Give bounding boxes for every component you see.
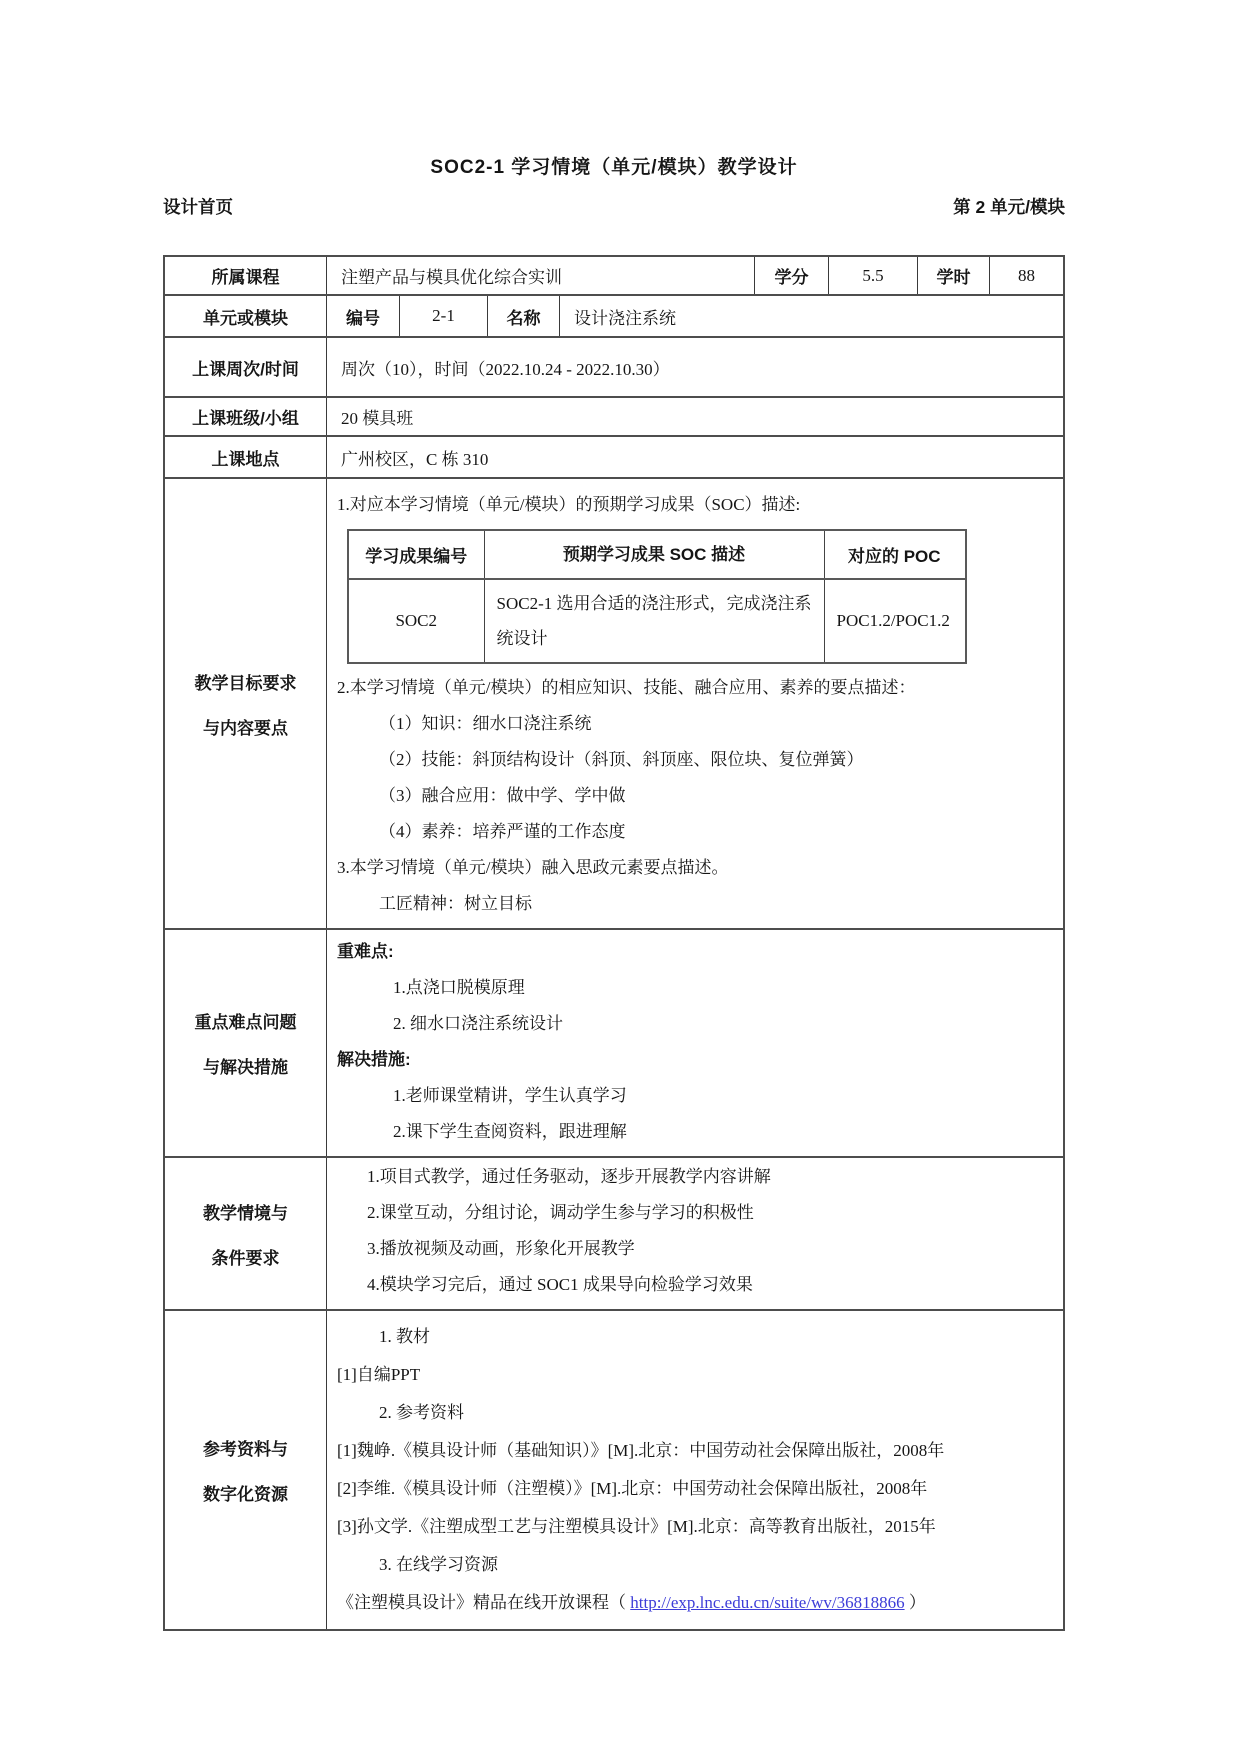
difficulties-solution1: 1.老师课堂精讲，学生认真学习 — [393, 1086, 627, 1105]
references-textbook-item: [1]自编PPT — [337, 1365, 421, 1384]
course-value: 注塑产品与模具优化综合实训 — [341, 268, 562, 287]
objectives-point-integration: （3）融合应用：做中学、学中做 — [379, 786, 626, 805]
table-row-references — [165, 1309, 1063, 1629]
difficulties-point2: 2. 细水口浇注系统设计 — [393, 1014, 563, 1033]
soc-id: SOC2 — [348, 579, 484, 663]
hours-label-cell — [917, 257, 989, 294]
credit-label: 学分 — [774, 268, 809, 287]
difficulties-label-cell — [165, 930, 327, 1156]
references-section-books: 2. 参考资料 — [379, 1403, 464, 1422]
context-label-cell — [165, 1158, 327, 1309]
credit-value-cell — [828, 257, 917, 294]
references-book-1: [1]魏峥.《模具设计师（基础知识）》[M].北京：中国劳动社会保障出版社，2008年 — [337, 1441, 945, 1460]
unit-code-value-cell — [399, 296, 487, 336]
online-course-link[interactable]: http://exp.lnc.edu.cn/suite/wv/36818866 — [630, 1593, 905, 1612]
table-row-unit — [165, 294, 1063, 336]
objectives-item3-detail: 工匠精神：树立目标 — [379, 894, 532, 913]
soc-header-desc: 预期学习成果 SOC 描述 — [484, 530, 824, 579]
online-course-suffix: ） — [904, 1593, 926, 1612]
soc-header-id: 学习成果编号 — [348, 530, 484, 579]
soc-table — [347, 529, 967, 664]
page-title: SOC2-1 学习情境（单元/模块）教学设计 — [430, 157, 798, 178]
objectives-point-quality: （4）素养：培养严谨的工作态度 — [379, 822, 626, 841]
unit-name-value-cell — [559, 296, 1063, 336]
course-label-cell — [165, 257, 327, 294]
objectives-item2: 2.本学习情境（单元/模块）的相应知识、技能、融合应用、素养的要点描述： — [337, 678, 916, 697]
week-label: 上课周次/时间 — [192, 359, 299, 379]
objectives-item3: 3.本学习情境（单元/模块）融入思政元素要点描述。 — [337, 858, 729, 877]
week-value: 周次（10），时间（2022.10.24 - 2022.10.30） — [341, 359, 670, 379]
class-label-cell — [165, 398, 327, 435]
objectives-content-cell — [327, 479, 1063, 928]
credit-value: 5.5 — [862, 265, 884, 285]
table-row-objectives — [165, 477, 1063, 928]
class-value-cell — [327, 398, 1063, 435]
week-value-cell — [327, 338, 1063, 396]
unit-label-cell — [165, 296, 327, 336]
soc-table-data-row — [348, 579, 966, 663]
hours-value-cell — [989, 257, 1063, 294]
soc-header-poc: 对应的 POC — [824, 530, 966, 579]
online-course-prefix: 《注塑模具设计》精品在线开放课程（ — [337, 1593, 631, 1612]
context-item3: 3.播放视频及动画，形象化开展教学 — [367, 1239, 635, 1258]
references-book-2: [2]李维.《模具设计师（注塑模）》[M].北京：中国劳动社会保障出版社，2008年 — [337, 1479, 928, 1498]
hours-label: 学时 — [936, 268, 971, 287]
week-label-cell — [165, 338, 327, 396]
context-label-line1: 教学情境与 — [203, 1203, 288, 1223]
references-label-line1: 参考资料与 — [203, 1440, 288, 1459]
context-content-cell — [327, 1158, 1063, 1309]
table-row-context — [165, 1156, 1063, 1309]
unit-name-label: 名称 — [506, 308, 541, 328]
table-row-course — [165, 257, 1063, 294]
references-section-online: 3. 在线学习资源 — [379, 1555, 498, 1574]
unit-code-label: 编号 — [346, 308, 380, 328]
location-label-cell — [165, 437, 327, 477]
table-row-class — [165, 396, 1063, 435]
difficulties-content-cell — [327, 930, 1063, 1156]
location-label: 上课地点 — [211, 449, 280, 469]
class-value: 20 模具班 — [341, 409, 414, 428]
class-label: 上课班级/小组 — [192, 409, 299, 428]
location-value: 广州校区，C 栋 310 — [341, 449, 489, 469]
objectives-label-line1: 教学目标要求 — [194, 673, 297, 693]
difficulties-heading1: 重难点: — [337, 942, 394, 961]
course-label: 所属课程 — [211, 268, 280, 287]
design-homepage-label: 设计首页 — [163, 197, 233, 217]
context-item2: 2.课堂互动，分组讨论，调动学生参与学习的积极性 — [367, 1203, 754, 1222]
references-online-line — [337, 1584, 1053, 1622]
teaching-design-table — [163, 255, 1065, 1631]
difficulties-label-line1: 重点难点问题 — [194, 1013, 297, 1032]
unit-code-value: 2-1 — [432, 306, 455, 325]
unit-code-label-cell — [327, 296, 399, 336]
table-row-difficulties — [165, 928, 1063, 1156]
difficulties-label-line2: 与解决措施 — [203, 1058, 288, 1077]
unit-label: 单元或模块 — [203, 308, 288, 328]
objectives-label-cell — [165, 479, 327, 928]
difficulties-heading2: 解决措施: — [337, 1050, 411, 1069]
objectives-item1: 1.对应本学习情境（单元/模块）的预期学习成果（SOC）描述: — [337, 495, 801, 514]
soc-poc: POC1.2/POC1.2 — [824, 579, 966, 663]
objectives-label-line2: 与内容要点 — [203, 718, 288, 738]
references-content-cell — [327, 1311, 1063, 1629]
subheader — [163, 194, 1065, 219]
unit-name-value: 设计浇注系统 — [574, 308, 676, 328]
context-item4: 4.模块学习完后，通过 SOC1 成果导向检验学习效果 — [367, 1275, 753, 1294]
location-value-cell — [327, 437, 1063, 477]
soc-desc: SOC2-1 选用合适的浇注形式，完成浇注系统设计 — [484, 579, 824, 663]
unit-number-label: 第 2 单元/模块 — [953, 197, 1065, 217]
references-label-cell — [165, 1311, 327, 1629]
objectives-point-knowledge: （1）知识：细水口浇注系统 — [379, 714, 592, 733]
credit-label-cell — [754, 257, 828, 294]
hours-value: 88 — [1018, 265, 1035, 285]
course-value-cell — [327, 257, 754, 294]
table-row-week — [165, 336, 1063, 396]
context-label-line2: 条件要求 — [211, 1248, 280, 1268]
table-row-location — [165, 435, 1063, 477]
soc-table-header-row — [348, 530, 966, 579]
context-item1: 1.项目式教学，通过任务驱动，逐步开展教学内容讲解 — [367, 1167, 771, 1186]
references-section-textbook: 1. 教材 — [379, 1327, 430, 1346]
unit-name-label-cell — [487, 296, 559, 336]
difficulties-solution2: 2.课下学生查阅资料，跟进理解 — [393, 1122, 627, 1141]
objectives-point-skill: （2）技能：斜顶结构设计（斜顶、斜顶座、限位块、复位弹簧） — [379, 750, 864, 769]
references-book-3: [3]孙文学.《注塑成型工艺与注塑模具设计》[M].北京：高等教育出版社，2015年 — [337, 1517, 936, 1536]
references-label-line2: 数字化资源 — [203, 1485, 288, 1504]
difficulties-point1: 1.点浇口脱模原理 — [393, 978, 525, 997]
